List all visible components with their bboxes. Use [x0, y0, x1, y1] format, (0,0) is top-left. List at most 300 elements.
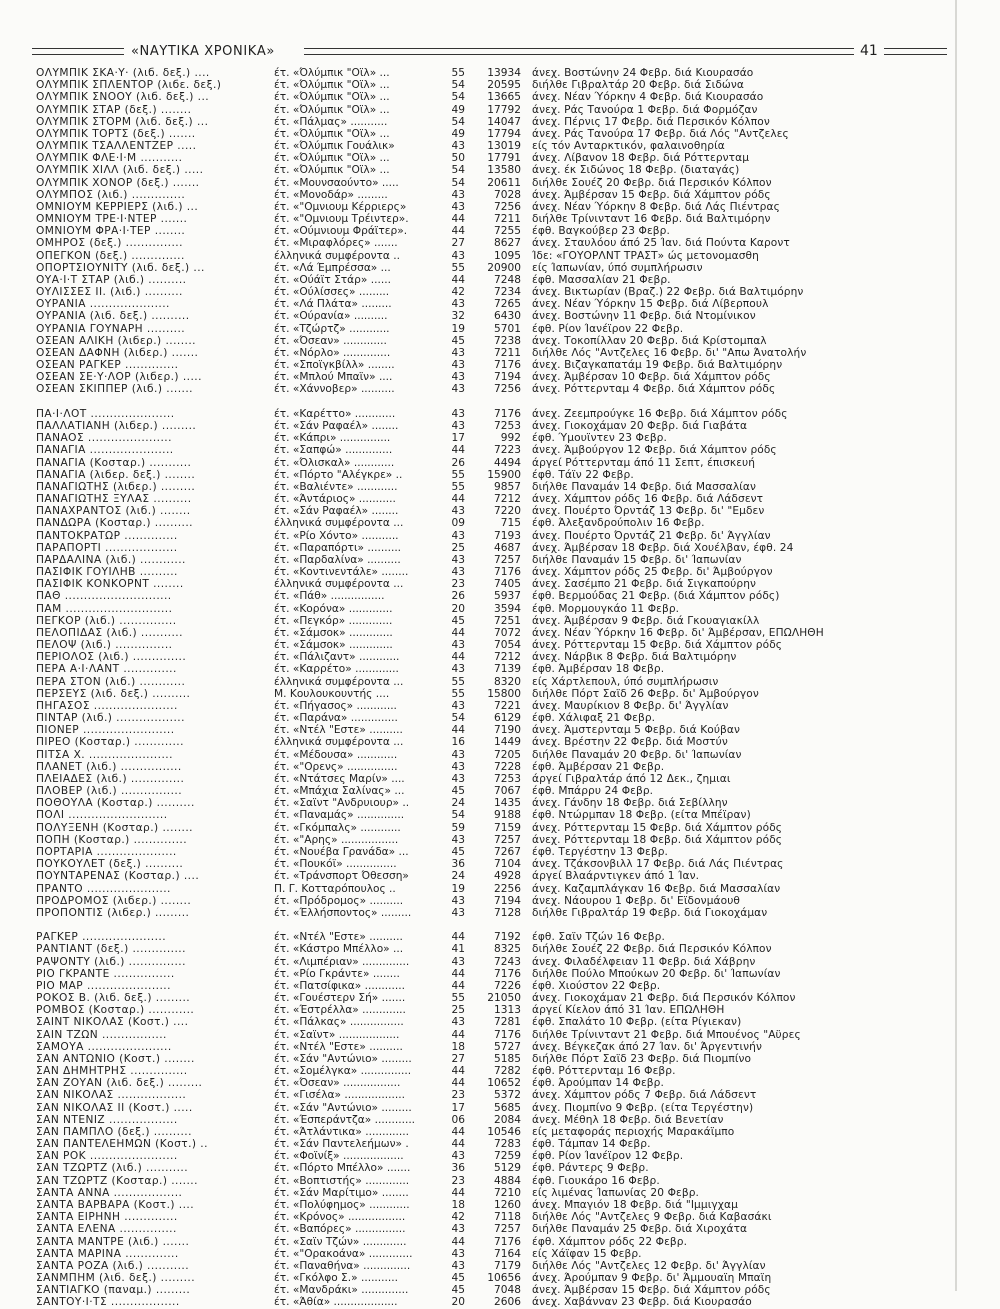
table-row — [36, 164, 956, 176]
table-row — [36, 408, 956, 420]
build-year: 55 — [451, 675, 465, 688]
tonnage: 7212 — [494, 651, 521, 664]
tonnage: 7054 — [494, 639, 521, 652]
tonnage: 7176 — [494, 967, 521, 980]
owner: έτ. «Παρδαλίνα» .......... — [274, 553, 401, 566]
table-row — [36, 530, 956, 542]
position-report: είς Χάϊφαν 15 Φεβρ. — [532, 1247, 642, 1260]
table-row — [36, 444, 956, 456]
owner: έτ. «Όλύμπικ "Οϊλ» ... — [274, 164, 390, 177]
build-year: 43 — [451, 1247, 465, 1260]
ship-name: ΠΑ·Ι·ΛΟΤ ...................... — [36, 407, 175, 420]
ship-name: ΣΑΝΤΑ ΒΑΡΒΑΡΑ (Κοστ.) .... — [36, 1198, 195, 1211]
owner: έτ. «Φοϊνίξ» .................. — [274, 1150, 404, 1163]
tonnage: 7256 — [494, 383, 521, 396]
table-row — [36, 992, 956, 1004]
position-report: διήλθε Παναμάν 14 Φεβρ. διά Μασσαλίαν — [532, 480, 757, 493]
table-row — [36, 177, 956, 189]
tonnage: 5727 — [494, 1040, 521, 1053]
owner: έτ. «Πρόδρομος» .......... — [274, 894, 404, 907]
position-report: άνεχ. Άμβέρσαν 9 Φεβρ. διά Γκουαγιακίλλ — [532, 614, 760, 627]
build-year: 43 — [451, 298, 465, 311]
tonnage: 1449 — [494, 736, 521, 749]
table-row — [36, 517, 956, 529]
ship-name: ΟΣΕΑΝ ΣΕ·Υ·ΛΟΡ (λιбερ.) ..... — [36, 371, 202, 384]
tonnage: 7176 — [494, 566, 521, 579]
position-report: έφθ. Τάϊν 22 Φεβρ. — [532, 468, 634, 481]
table-row — [36, 1296, 956, 1308]
ship-name: ΠΛΟΒΕΡ (λιб.) ................ — [36, 785, 183, 798]
build-year: 20 — [451, 1296, 465, 1309]
tonnage: 7028 — [494, 188, 521, 201]
table-row — [36, 481, 956, 493]
ship-name: ΠΑΝΑΓΙΩΤΗΣ (λιбερ.) ......... — [36, 480, 196, 493]
tonnage: 7281 — [494, 1016, 521, 1029]
build-year: 43 — [451, 140, 465, 153]
tonnage: 7192 — [494, 931, 521, 944]
owner: έτ. «Παναθήνα» .............. — [274, 1259, 411, 1272]
owner: έτ. «Όλύμπικ "Οϊλ» ... — [274, 152, 390, 165]
build-year: 55 — [451, 468, 465, 481]
build-year: 43 — [451, 529, 465, 542]
tonnage: 4494 — [494, 456, 521, 469]
tonnage: 7194 — [494, 371, 521, 384]
table-row — [36, 627, 956, 639]
owner: έτ. «Σάμσοκ» ............. — [274, 639, 393, 652]
build-year: 27 — [451, 1052, 465, 1065]
ship-name: ΣΑΝΤΑ ΑΝΝΑ .................. — [36, 1186, 183, 1199]
build-year: 20 — [451, 602, 465, 615]
ship-name: ΠΟΥΚΟΥΛΕΤ (δεξ.) .......... — [36, 858, 184, 871]
build-year: 06 — [451, 1113, 465, 1126]
position-report: άνεχ. Τζάκσονβιλλ 17 Φεβρ. διά Λάς Πιέντρας — [532, 858, 784, 871]
table-row — [36, 79, 956, 91]
build-year: 54 — [451, 115, 465, 128]
position-report: άνεχ. Άμβέρσαν 15 Φεβρ. διά Χάμπτον ρόδς — [532, 188, 771, 201]
table-row — [36, 1260, 956, 1272]
ship-name: ΣΑΝΤΑ ΜΑΝΤΡΕ (λιб.) ....... — [36, 1235, 190, 1248]
ship-name: ΠΙΤΣΑ Χ. ...................... — [36, 748, 173, 761]
table-row — [36, 1114, 956, 1126]
build-year: 44 — [451, 1065, 465, 1078]
owner: έτ. «Μονοδάρ» ......... — [274, 188, 388, 201]
tonnage: 10656 — [487, 1272, 521, 1285]
ship-name: ΣΑΝ ΠΑΜΠΛΟ (δεξ.) .......... — [36, 1125, 192, 1138]
table-row — [36, 493, 956, 505]
owner: έτ. «Μέδουσα» ............ — [274, 748, 398, 761]
build-year: 54 — [451, 809, 465, 822]
build-year: 43 — [451, 748, 465, 761]
table-row — [36, 1041, 956, 1053]
position-report: διήλθε Πόρτ Σαϊδ 26 Φεβρ. δι' Άμβούργον — [532, 687, 759, 700]
owner: έτ. «Ντέλ "Εστε» .......... — [274, 931, 403, 944]
ship-name: ΣΑΝ ΤΖΩΡΤΖ (Κοσταρ.) ....... — [36, 1174, 198, 1187]
position-report: έφθ. Χάλιφαξ 21 Φεβρ. — [532, 712, 656, 725]
position-report: έφθ. Ντώρμπαν 18 Φεβρ. (είτα Μπέϊραν) — [532, 809, 751, 822]
owner: έτ. «Άντάριος» ........... — [274, 493, 396, 506]
owner: έτ. «Όλύμπικ "Οϊλ» ... — [274, 127, 390, 140]
position-report: άνεχ. Βοστώνην 11 Φεβρ. διά Ντομίνικον — [532, 310, 756, 323]
ship-name: ΠΟΘΟΥΛΑ (Κοσταρ.) .......... — [36, 797, 195, 810]
ship-name: ΠΑΘ ............................ — [36, 590, 172, 603]
build-year: 43 — [451, 906, 465, 919]
ship-name: ΠΑΝΑΧΡΑΝΤΟΣ (λιб.) ........ — [36, 505, 191, 518]
ship-name: ΠΟΥΝΤΑΡΕΝΑΣ (Κοσταρ.) .... — [36, 870, 200, 883]
table-row — [36, 834, 956, 846]
tonnage: 13934 — [487, 67, 521, 79]
build-year: 43 — [451, 566, 465, 579]
owner: έτ. «"Ορακοάνα» ............. — [274, 1247, 413, 1260]
tonnage: 5701 — [494, 322, 521, 335]
tonnage: 7265 — [494, 298, 521, 311]
ship-name: ΣΑΝ ΠΑΝΤΕΛΕΗΜΩΝ (Κοστ.) .. — [36, 1138, 208, 1151]
ship-name: ΣΑΙΝ ΤΖΩΝ ................. — [36, 1028, 167, 1041]
position-report: διήλθε Λός "Αντζελες 16 Φεβρ. δι' "Απω Άνατολήν — [532, 346, 807, 359]
table-row — [36, 846, 956, 858]
tonnage: 7211 — [494, 213, 521, 226]
owner: έτ. «Παναμάς» .............. — [274, 809, 405, 822]
ship-name: ΠΟΡΤΑΡΙΑ ..................... — [36, 846, 177, 858]
tonnage: 21050 — [487, 992, 521, 1005]
table-row — [36, 91, 956, 103]
tonnage: 7190 — [494, 724, 521, 737]
tonnage: 7223 — [494, 444, 521, 457]
build-year: 43 — [451, 371, 465, 384]
build-year: 55 — [451, 992, 465, 1005]
position-report: έφθ. Ύμουϊντεν 23 Φεβρ. — [532, 432, 667, 445]
owner: έτ. «Έσπεράντζα» ............ — [274, 1113, 416, 1126]
build-year: 19 — [451, 322, 465, 335]
ship-name: ΠΑΝΑΓΙΑ ...................... — [36, 444, 174, 457]
table-row — [36, 140, 956, 152]
tonnage: 7048 — [494, 1284, 521, 1297]
ship-name: ΟΠΟΡΤΣΙΟΥΝΙΤΥ (λιб. δεξ.) ... — [36, 261, 205, 274]
tonnage: 7220 — [494, 505, 521, 518]
tonnage: 7118 — [494, 1211, 521, 1224]
owner: έτ. «Καρρέτο» ............. — [274, 663, 399, 676]
ship-name: ΟΥΑ·Ι·Τ ΣΤΑΡ (λιб.) .......... — [36, 273, 187, 286]
owner: έτ. «Καρέττο» ............ — [274, 407, 396, 420]
build-year: 43 — [451, 639, 465, 652]
table-row — [36, 542, 956, 554]
ship-name: ΠΟΠΗ (Κοσταρ.) .............. — [36, 833, 188, 846]
tonnage: 7238 — [494, 334, 521, 347]
build-year: 49 — [451, 103, 465, 116]
ship-name: ΡΑΓΚΕΡ ...................... — [36, 931, 167, 944]
table-row — [36, 688, 956, 700]
tonnage: 2606 — [494, 1296, 521, 1309]
position-report: άνεχ. Άμβούργον 12 Φεβρ. διά Χάμπτον ρόδς — [532, 444, 777, 457]
ship-name: ΣΑΝΤΑ ΜΑΡΙΝΑ .............. — [36, 1247, 179, 1260]
owner: έτ. «Ντέλ "Εστε» .......... — [274, 1040, 403, 1053]
build-year: 43 — [451, 699, 465, 712]
tonnage: 7176 — [494, 1235, 521, 1248]
ship-name: ΠΙΟΝΕΡ ........................ — [36, 724, 175, 737]
table-row — [36, 67, 956, 79]
tonnage: 4687 — [494, 541, 521, 554]
owner: έτ. «Πουκόϊ» ............... — [274, 858, 397, 871]
ship-name: ΟΥΡΑΝΙΑ (λιб. δεξ.) .......... — [36, 310, 190, 323]
owner: έτ. «Σάν Ραφαέλ» ........ — [274, 419, 399, 432]
build-year: 43 — [451, 359, 465, 372]
table-row — [36, 676, 956, 688]
position-report: διήλθε Παναμάν 15 Φεβρ. δι' Ίαπωνίαν — [532, 553, 742, 566]
tonnage: 7257 — [494, 553, 521, 566]
build-year: 43 — [451, 249, 465, 262]
owner: έτ. «"Ομνιουμ Κέρριερς» — [274, 200, 407, 213]
tonnage: 5129 — [494, 1162, 521, 1175]
build-year: 44 — [451, 1077, 465, 1090]
build-year: 23 — [451, 1174, 465, 1187]
tonnage: 7067 — [494, 785, 521, 798]
position-report: άνεχ. Χάμπτον ρόδς 7 Φεβρ. διά Λάδσεντ — [532, 1089, 757, 1102]
build-year: 43 — [451, 1223, 465, 1236]
owner: έτ. «Όλύμπικ "Οϊλ» ... — [274, 103, 390, 116]
build-year: 43 — [451, 663, 465, 676]
ship-name: ΡΙΟ ΓΚΡΑΝΤΕ ................ — [36, 967, 175, 980]
ship-name: ΣΑΝ ΡΟΚ ....................... — [36, 1150, 178, 1163]
ship-name: ΠΑΝΑΟΣ ...................... — [36, 432, 172, 445]
tonnage: 15800 — [487, 687, 521, 700]
build-year: 24 — [451, 797, 465, 810]
owner: έτ. «Όλισκαλ» ............ — [274, 456, 395, 469]
owner: έτ. «Γουέστερν Σή» ....... — [274, 992, 406, 1005]
position-report: είς Ίαπωνίαν, ύπό συμπλήρωσιν — [532, 261, 703, 274]
position-report: άνεχ. Άρούμπαν 9 Φεβρ. δι' Άμμουαϊη Μπαϊη — [532, 1272, 772, 1285]
position-report: άνεχ. Νάρβικ 8 Φεβρ. διά Βαλτιμόρην — [532, 651, 737, 664]
owner: έτ. «Τράνσπορτ Όθεσση» — [274, 870, 409, 883]
position-report: έφθ. Τεργέστην 13 Φεβρ. — [532, 846, 669, 858]
position-report: άνεχ. Άμβέρσαν 18 Φεβρ. διά Χουέλβαν, έφθ. 24 — [532, 541, 794, 554]
owner: έτ. «Σαϊν Τζών» ............. — [274, 1235, 407, 1248]
build-year: 24 — [451, 870, 465, 883]
tonnage: 7176 — [494, 359, 521, 372]
table-row — [36, 1272, 956, 1284]
table-row — [36, 1016, 956, 1028]
tonnage: 7405 — [494, 578, 521, 591]
build-year: 55 — [451, 687, 465, 700]
position-report: άργεί Γιβραλτάρ άπό 12 Δεκ., ζημιαι — [532, 772, 731, 785]
ship-name: ΠΟΛΥΞΕΝΗ (Κοσταρ.) ........ — [36, 821, 193, 834]
tonnage: 20900 — [487, 261, 521, 274]
ship-name: ΠΡΑΝΤΟ ...................... — [36, 882, 171, 895]
build-year: 45 — [451, 614, 465, 627]
owner: έτ. «Κορόνα» ............. — [274, 602, 393, 615]
build-year: 45 — [451, 334, 465, 347]
ship-name: ΠΑΝΑΓΙΑ (Κοσταρ.) ........... — [36, 456, 192, 469]
owner: έτ. «Κάπρι» ............... — [274, 432, 391, 445]
build-year: 45 — [451, 1272, 465, 1285]
build-year: 25 — [451, 541, 465, 554]
build-year: 54 — [451, 91, 465, 104]
build-year: 44 — [451, 1125, 465, 1138]
ship-name: ΠΑΝΤΟΚΡΑΤΩΡ .............. — [36, 529, 178, 542]
owner: έτ. «Ούλίσσες» ......... — [274, 286, 390, 299]
owner: έτ. «Πάλκας» ................ — [274, 1016, 404, 1029]
position-report: έφθ. Χιούστον 22 Φεβρ. — [532, 979, 661, 992]
owner: έτ. «Νόρλο» .............. — [274, 346, 391, 359]
build-year: 45 — [451, 846, 465, 858]
tonnage: 7267 — [494, 846, 521, 858]
position-report: διήλθε Παναμάν 25 Φεβρ. διά Χιροχάτα — [532, 1223, 748, 1236]
table-row — [36, 566, 956, 578]
position-report: άνεχ. Γιοκοχάμαν 20 Φεβρ. διά Γιαβάτα — [532, 419, 748, 432]
ship-name: ΟΥΡΑΝΙΑ ΓΟΥΝΑΡΗ .......... — [36, 322, 186, 335]
owner: έτ. «Νουέβα Γρανάδα» ... — [274, 846, 409, 858]
tonnage: 17791 — [487, 152, 521, 165]
ship-name: ΟΜΗΡΟΣ (δεξ.) ............... — [36, 237, 183, 250]
position-report: άνεχ. Χαβάνναν 23 Φεβρ. διά Κιουρασάο — [532, 1296, 752, 1309]
header-rule-left — [32, 48, 124, 55]
ship-name: ΣΑΝΤΙΑΓΚΟ (παναμ.) ......... — [36, 1284, 191, 1297]
ship-name: ΠΕΛΟΠΙΔΑΣ (λιб.) ........... — [36, 626, 183, 639]
ship-name: ΠΕΓΚΟΡ (λιб.) ............... — [36, 614, 177, 627]
ship-name: ΠΕΡΑ ΣΤΟΝ (λιб.) ............ — [36, 675, 186, 688]
page-number: 41 — [860, 43, 878, 59]
build-year: 44 — [451, 626, 465, 639]
table-row — [36, 1089, 956, 1101]
ship-name: ΟΛΥΜΠΙΚ ΤΟΡΤΣ (δεξ.) ....... — [36, 127, 196, 140]
tonnage: 7205 — [494, 748, 521, 761]
tonnage: 7259 — [494, 1150, 521, 1163]
table-row — [36, 201, 956, 213]
owner: έτ. «Σομέλγκα» ............... — [274, 1065, 412, 1078]
ship-positions-table — [36, 67, 956, 1309]
table-row — [36, 1126, 956, 1138]
build-year: 43 — [451, 955, 465, 968]
position-report: άνεχ. Νάουρου 1 Φεβρ. δι' Εϊδονμάουθ — [532, 894, 741, 907]
position-report: διήλθε Τρίνινταντ 21 Φεβρ. διά Μπουένος "Αϋρες — [532, 1028, 801, 1041]
table-row — [36, 809, 956, 821]
position-report: άνεχ. Μαυρίκιον 8 Φεβρ. δι' Άγγλίαν — [532, 699, 729, 712]
ship-name: ΟΛΥΜΠΙΚ ΧΙΛΛ (λιб. δεξ.) ..... — [36, 164, 204, 177]
build-year: 43 — [451, 1259, 465, 1272]
table-row — [36, 724, 956, 736]
table-row — [36, 1223, 956, 1235]
position-report: άνεχ. Σασέμπο 21 Φεβρ. διά Σιγκαπούρην — [532, 578, 757, 591]
position-report: διήλθε Πούλο Μπούκων 20 Φεβρ. δι' Ίαπωνίαν — [532, 967, 781, 980]
ship-name: ΠΑΛΛΑΤΙΑΝΗ (λιбερ.) ......... — [36, 419, 197, 432]
tonnage: 14047 — [487, 115, 521, 128]
build-year: 09 — [451, 517, 465, 530]
ship-name: ΠΕΡΣΕΥΣ (λιб. δεξ.) .......... — [36, 687, 191, 700]
tonnage: 17794 — [487, 127, 521, 140]
owner: έτ. «Σαϊντ "Ανδρυιουρ» .. — [274, 797, 410, 810]
owner: έτ. «Άθία» ................... — [274, 1296, 398, 1309]
ship-name: ΡΑΝΤΙΑΝΤ (δεξ.) .............. — [36, 943, 186, 956]
tonnage: 992 — [500, 432, 521, 445]
position-report: έφθ. Τάμπαν 14 Φεβρ. — [532, 1138, 651, 1151]
owner: έτ. «Σαπφώ» .............. — [274, 444, 393, 457]
table-row — [36, 858, 956, 870]
table-row — [36, 1211, 956, 1223]
ship-name: ΟΣΕΑΝ ΡΑΓΚΕΡ .............. — [36, 359, 179, 372]
table-row — [36, 250, 956, 262]
position-report: άνεχ. Πουέρτο Όρντάζ 13 Φεβρ. δι' "Εμδεν — [532, 505, 765, 518]
build-year: 26 — [451, 590, 465, 603]
tonnage: 2256 — [494, 882, 521, 895]
build-year: 54 — [451, 79, 465, 92]
ship-name: ΟΥΡΑΝΙΑ ..................... — [36, 298, 170, 311]
table-row — [36, 895, 956, 907]
build-year: 43 — [451, 894, 465, 907]
ship-name: ΠΑΣΙΦΙΚ ΓΟΥΙΛΗΒ .......... — [36, 566, 178, 579]
owner: έτ. «Μιραφλόρες» ....... — [274, 237, 398, 250]
build-year: 43 — [451, 419, 465, 432]
tonnage: 13665 — [487, 91, 521, 104]
owner: έτ. «Πάλμας» ........... — [274, 115, 388, 128]
table-row — [36, 980, 956, 992]
build-year: 43 — [451, 553, 465, 566]
owner: έτ. «Όσεαν» ................. — [274, 1077, 401, 1090]
tonnage: 715 — [500, 517, 521, 530]
owner: έτ. «Πολύφημος» ............ — [274, 1198, 410, 1211]
ship-name: ΣΑΝ ΔΗΜΗΤΡΗΣ ............... — [36, 1065, 188, 1078]
tonnage: 7234 — [494, 286, 521, 299]
build-year: 43 — [451, 505, 465, 518]
build-year: 36 — [451, 858, 465, 871]
owner: έτ. «Πεγκόρ» ............. — [274, 614, 393, 627]
table-row — [36, 237, 956, 249]
build-year: 44 — [451, 444, 465, 457]
position-report: διήλθε Σουέζ 22 Φεβρ. διά Περσικόν Κόλπον — [532, 943, 772, 956]
owner: έτ. «Ούμνιουμ Φράϊτερ». — [274, 225, 408, 238]
build-year: 43 — [451, 1016, 465, 1029]
owner: έτ. «Έλλήσποντος» ......... — [274, 906, 412, 919]
table-row — [36, 797, 956, 809]
owner: έτ. «Γκόλφο Σ.» ........... — [274, 1272, 399, 1285]
table-row — [36, 785, 956, 797]
owner: έτ. «Έστρέλλα» ............. — [274, 1004, 406, 1017]
tonnage: 7176 — [494, 407, 521, 420]
table-row — [36, 639, 956, 651]
ship-name: ΟΛΥΜΠΙΚ ΦΛΕ·Ι·Μ ........... — [36, 152, 183, 165]
page-header — [32, 44, 947, 62]
table-row — [36, 1053, 956, 1065]
build-year: 19 — [451, 882, 465, 895]
table-row — [36, 554, 956, 566]
ship-name: ΠΕΡΙΟΛΟΣ (λιб.) .............. — [36, 651, 187, 664]
table-row — [36, 152, 956, 164]
table-row — [36, 603, 956, 615]
ship-name: ΣΑΝΤΟΥ·Ι·ΤΣ .................. — [36, 1296, 180, 1309]
owner: έτ. «Όλύμπικ "Οϊλ» ... — [274, 91, 390, 104]
table-row — [36, 262, 956, 274]
position-report: άνεχ. Πέρνις 17 Φεβρ. διά Περσικόν Κόλπον — [532, 115, 770, 128]
table-row — [36, 371, 956, 383]
owner: έτ. «Λά Έμπρέσσα» ... — [274, 261, 391, 274]
ship-name: ΠΟΛΙ .......................... — [36, 809, 168, 822]
tonnage: 20595 — [487, 79, 521, 92]
position-report: άνεχ. Ζεεμπρούγκε 16 Φεβρ. διά Χάμπτον ρόδς — [532, 407, 788, 420]
tonnage: 7257 — [494, 833, 521, 846]
build-year: 44 — [451, 1186, 465, 1199]
tonnage: 7210 — [494, 1186, 521, 1199]
position-report: άνεχ. Ρόττερνταμ 4 Φεβρ. διά Χάμπτον ρόδς — [532, 383, 776, 396]
ship-name: ΟΛΥΜΠΙΚ ΣΤΑΡ (δεξ.) ........ — [36, 103, 192, 116]
ship-name: ΣΑΝ ΤΖΩΡΤΖ (λιб.) ........... — [36, 1162, 189, 1175]
owner: έλληνικά συμφέροντα ... — [274, 578, 404, 591]
ship-name: ΠΑΝΑΓΙΩΤΗΣ ΞΥΛΑΣ .......... — [36, 493, 192, 506]
position-report: διήλθε Λός "Αντζελες 12 Φεβρ. δι' Άγγλίαν — [532, 1259, 766, 1272]
position-report: άνεχ. Καζαμπλάγκαν 16 Φεβρ. διά Μασσαλίαν — [532, 882, 781, 895]
build-year: 32 — [451, 310, 465, 323]
owner: έτ. «Σάν Ραφαέλ» ........ — [274, 505, 399, 518]
position-report: έφθ. Άμβέρσαν 21 Φεβρ. — [532, 760, 665, 773]
ship-name: ΟΛΥΜΠΙΚ ΣΠΛΕΝΤΟΡ (λιбε. δεξ.) — [36, 79, 222, 92]
table-row — [36, 1187, 956, 1199]
table-row — [36, 298, 956, 310]
